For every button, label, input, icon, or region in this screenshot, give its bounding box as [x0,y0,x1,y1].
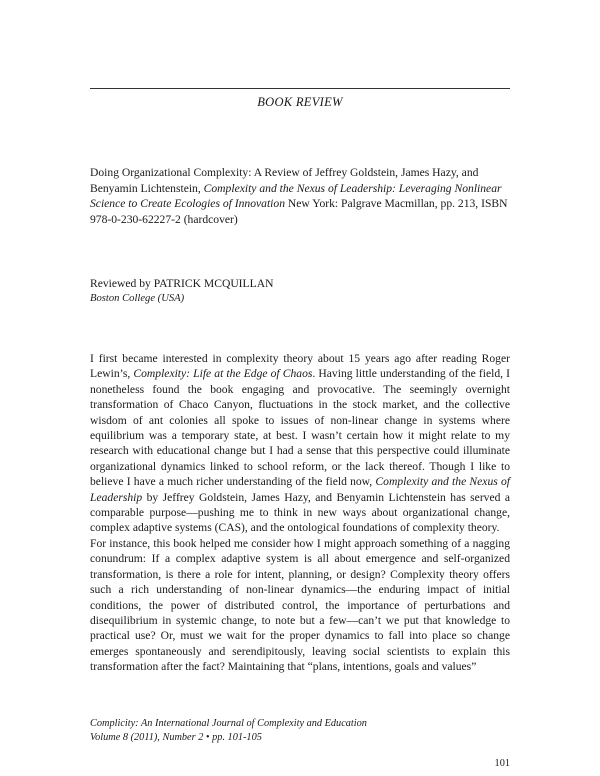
paragraph-1 [90,351,510,536]
paragraph-1-part-c: by Jeffrey Goldstein, James Hazy, and Benyamin Lichtenstein has served a comparable purpose—pushing me to think in new ways about organizational change, complex adaptive systems (CAS), and the ontological foundations of complexity theory. [90,490,510,535]
reviewed-book-title: Complexity and the Nexus of Leadership [90,475,510,504]
book-title: Complexity and the Nexus of Leadership: Leveraging Nonlinear Science to Create Ecologies of Innovation [90,181,502,210]
book-citation [90,165,520,227]
journal-footer [90,717,510,745]
cited-book-title: Complexity: Life at the Edge of Chaos [133,367,313,381]
citation-lead: Doing Organizational Complexity: A Review of Jeffrey Goldstein, James Hazy, and Benyamin Lichtenstein, [90,166,479,195]
reviewer-affiliation: Boston College (USA) [90,293,185,304]
paragraph-1-part-a: I first became interested in complexity theory about 15 years ago after reading Roger Lewin’s, [90,352,510,381]
reviewer-block [90,276,510,306]
review-body [90,351,510,675]
reviewer-byline: Reviewed by PATRICK MCQUILLAN [90,277,274,290]
section-label: BOOK REVIEW [257,95,343,109]
journal-volume: Volume 8 (2011), Number 2 • pp. 101-105 [90,732,262,743]
page-number: 101 [494,758,510,769]
publication-info: New York: Palgrave Macmillan, pp. 213, ISBN 978-0-230-62227-2 (hardcover) [90,197,508,226]
header-rule [90,88,510,89]
journal-name: Complicity: An International Journal of Complexity and Education [90,718,367,729]
paragraph-1-part-b: . Having little understanding of the field, I nonetheless found the book engaging and provocative. The seemingly overnight transformation of Chaco Canyon, fluctuations in the stock market, and the collective wisdom of ant colonies all spoke to issues of non-linear change in systems where equilibrium was a temporary state, at best. I wasn’t certain how it might relate to my research with educational change but I had a sense that this perspective could illuminate organizational dynamics linked to school reform, or the lack thereof. Though I like to believe I have a much richer understanding of the field now, [90,367,510,489]
paragraph-2: For instance, this book helped me consider how I might approach something of a nagging conundrum: If a complex adaptive system is all about emergence and self-organized transformation, is there a role for intent, planning, or design? Complexity theory offers such a rich understanding of non-linear dynamics—the enduring impact of initial conditions, the power of distributed control, the importance of perturbations and disequilibrium in systemic change, to note but a few—can’t we put that knowledge to practical use? Or, must we wait for the proper dynamics to fall into place so change emerges spontaneously and serendipitously, leaving social scientists to explain this transformation after the fact? Maintaining that “plans, intentions, goals and values” [90,536,510,674]
